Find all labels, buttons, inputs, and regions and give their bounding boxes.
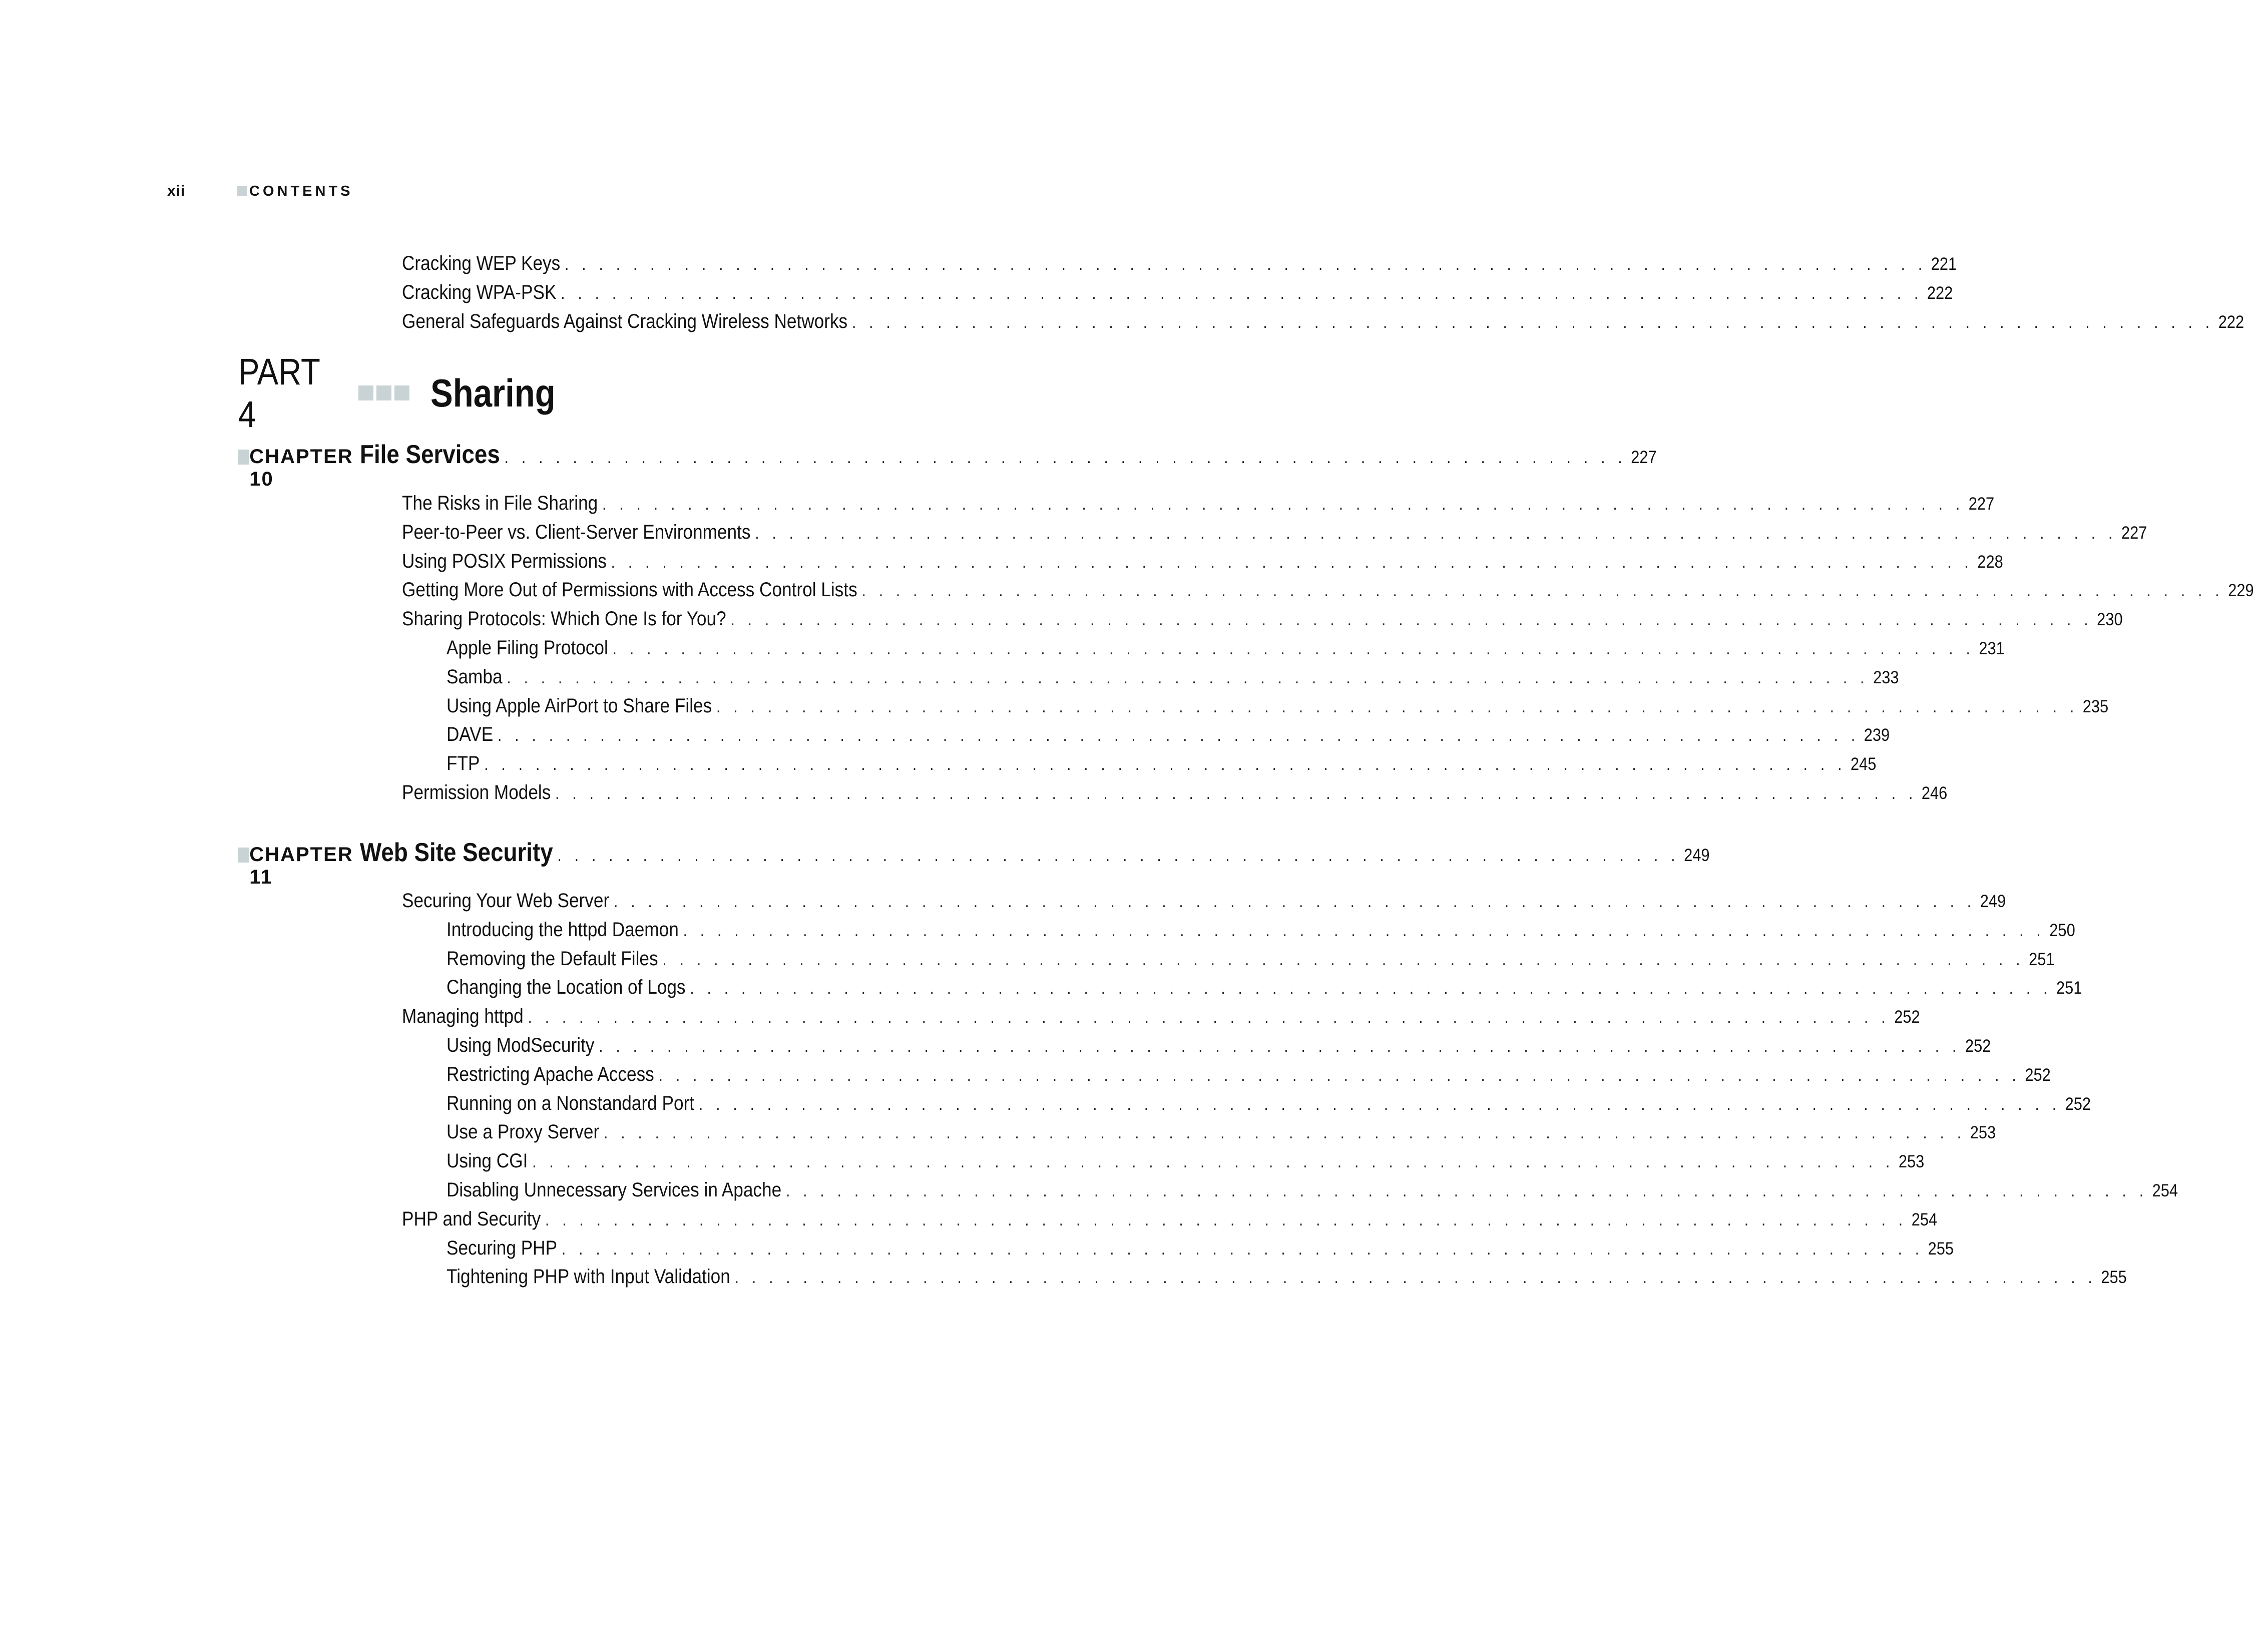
dot-leader: . . . . . . . . . . . . . . . . . . . . . . . . . . . . . . . . . . . . . . . . . . . . . . . . . . . . . . . . . . . . . . . . . . . . . . . . . . . . . . . .	[603, 1123, 1966, 1142]
dot-leader: . . . . . . . . . . . . . . . . . . . . . . . . . . . . . . . . . . . . . . . . . . . . . . . . . . . . . . . . . . . . . . . . . . . . . . . . . . . . . . . .	[658, 1066, 2021, 1085]
toc-entry-label: Cracking WEP Keys	[402, 252, 561, 274]
toc-entry-label: Tightening PHP with Input Validation	[446, 1266, 730, 1288]
toc-entry-label: Sharing Protocols: Which One Is for You?	[402, 608, 726, 630]
toc-entry[interactable]	[446, 1089, 2091, 1118]
chapter-label: CHAPTER 10	[249, 446, 353, 490]
dot-leader: . . . . . . . . . . . . . . . . . . . . . . . . . . . . . . . . . . . . . . . . . . . . . . . . . . . . . . . . . . . . . . . . . . . . . . . . . . . . . . . .	[662, 950, 2025, 969]
toc-entry-label: The Risks in File Sharing	[402, 492, 598, 514]
dot-leader: . . . . . . . . . . . . . . . . . . . . . . . . . . . . . . . . . . . . . . . . . . . . . . . . . . . . . . . . . . . . . . . . . . . . . . . . . . . . . . . .	[602, 495, 1964, 514]
toc-entry-page: 253	[1970, 1123, 1996, 1142]
dot-leader: . . . . . . . . . . . . . . . . . . . . . . . . . . . . . . . . . . . . . . . . . . . . . . . . . . . . . . . . . . . . . . . . . . . . . . . . . . . . . . . .	[698, 1095, 2061, 1114]
dot-leader: . . . . . . . . . . . . . . . . . . . . . . . . . . . . . . . . . . . . . . . . . . . . . . . . . . . . . . . . . . . . . . . . . . . . . . . . . . . . . . . .	[851, 313, 2214, 332]
dot-leader: . . . . . . . . . . . . . . . . . . . . . . . . . . . . . . . . . . . . . . . . . . . . . . . . . . . . . . . . . . . . . . . . . .	[504, 448, 1627, 467]
dot-leader: . . . . . . . . . . . . . . . . . . . . . . . . . . . . . . . . . . . . . . . . . . . . . . . . . . . . . . . . . . . . . . . . . . . . . . . . . . . . . . . .	[755, 524, 2117, 543]
running-head	[167, 181, 353, 201]
toc-entry-page: 246	[1921, 783, 1948, 803]
toc-entry-page: 253	[1898, 1152, 1925, 1171]
toc-entry-label: Getting More Out of Permissions with Access Control Lists	[402, 579, 857, 601]
square-bullet-icon	[238, 450, 249, 465]
dot-leader: . . . . . . . . . . . . . . . . . . . . . . . . . . . . . . . . . . . . . . . . . . . . . . . . . . . . . . . . . . . . . . . . . . . . . . . . . . . . . . . .	[683, 921, 2045, 940]
toc-entry[interactable]	[402, 489, 1995, 518]
toc-entry-page: 255	[2101, 1268, 2127, 1287]
toc-entry-label: Cracking WPA-PSK	[402, 281, 557, 303]
toc-entry[interactable]	[446, 1262, 2127, 1291]
toc-entry[interactable]	[446, 1060, 2051, 1089]
toc-entry-label: DAVE	[446, 723, 494, 745]
toc-entry[interactable]	[402, 307, 2244, 336]
toc-entry-page: 228	[1977, 552, 2003, 572]
chapter-heading[interactable]	[238, 440, 1657, 490]
toc-entry[interactable]	[446, 1175, 2178, 1204]
toc-entry-page: 222	[1927, 283, 1953, 303]
toc-entry[interactable]	[402, 249, 1957, 278]
toc-entry[interactable]	[446, 973, 2082, 1002]
toc-entry-page: 221	[1931, 254, 1957, 274]
toc-entry-page: 239	[1864, 725, 1890, 745]
toc-entry-page: 251	[2056, 978, 2082, 998]
dot-leader: . . . . . . . . . . . . . . . . . . . . . . . . . . . . . . . . . . . . . . . . . . . . . . . . . . . . . . . . . . . . . . . . . . . . . . . . . . . . . . . .	[565, 255, 1927, 274]
dot-leader: . . . . . . . . . . . . . . . . . . . . . . . . . . . . . . . . . . . . . . . . . . . . . . . . . . . . . . . . . . . . . . . . . . . . . . . . . . . . . . . .	[484, 755, 1847, 774]
dot-leader: . . . . . . . . . . . . . . . . . . . . . . . . . . . . . . . . . . . . . . . . . . . . . . . . . . . . . . . . . . . . . . . . . . . . . . . . . . . . . . . .	[498, 726, 1860, 745]
toc-entry-label: Apple Filing Protocol	[446, 637, 608, 659]
running-head-title: CONTENTS	[249, 183, 353, 199]
toc-entry-page: 252	[1965, 1036, 1991, 1056]
toc-entry[interactable]	[446, 691, 2109, 720]
toc-entry-page: 250	[2049, 921, 2075, 940]
toc-entry-page: 245	[1851, 754, 1877, 774]
square-bullet-icon	[237, 186, 247, 196]
toc-entry[interactable]	[446, 633, 2005, 662]
part-label: PART 4	[238, 351, 320, 435]
chapter-page: 249	[1684, 846, 1710, 865]
toc-entry-page: 254	[1911, 1210, 1938, 1229]
dot-leader: . . . . . . . . . . . . . . . . . . . . . . . . . . . . . . . . . . . . . . . . . . . . . . . . . . . . . . . . . . . . . . . . . . . . . . . . . . . . . . . .	[555, 784, 1918, 803]
toc-entry-label: Securing Your Web Server	[402, 890, 610, 912]
toc-entry-label: Changing the Location of Logs	[446, 976, 686, 998]
toc-entry-page: 254	[2152, 1181, 2178, 1200]
dot-leader: . . . . . . . . . . . . . . . . . . . . . . . . . . . . . . . . . . . . . . . . . . . . . . . . . . . . . . . . . . . . . . . . . . . . . . . . . . . . . . . .	[690, 979, 2052, 998]
toc-entry-label: Using Apple AirPort to Share Files	[446, 695, 712, 717]
toc-entry[interactable]	[402, 1204, 1938, 1233]
toc-entry-page: 231	[1979, 639, 2005, 658]
chapter-heading[interactable]	[238, 838, 1710, 888]
part-title: Sharing	[430, 370, 556, 415]
toc-entry[interactable]	[402, 518, 2147, 547]
dot-leader: . . . . . . . . . . . . . . . . . . . . . . . . . . . . . . . . . . . . . . . . . . . . . . . . . . . . . . . . . . . . . . . . . . . . . . . . . . . . . . . .	[861, 581, 2224, 600]
toc-entry[interactable]	[402, 604, 2123, 633]
toc-entry[interactable]	[402, 886, 2006, 915]
toc-entry-label: General Safeguards Against Cracking Wireless Networks	[402, 310, 848, 332]
toc-entry-label: Using ModSecurity	[446, 1034, 595, 1056]
toc-entry-label: Removing the Default Files	[446, 948, 658, 970]
toc-entry-label: Securing PHP	[446, 1237, 558, 1259]
toc-entry-page: 252	[2025, 1065, 2051, 1085]
toc-entry-page: 227	[2121, 523, 2147, 543]
chapter-page: 227	[1631, 448, 1657, 467]
toc-entry-page: 251	[2029, 950, 2055, 969]
toc-entry-page: 233	[1873, 668, 1899, 687]
toc-entry[interactable]	[402, 778, 1948, 807]
dot-leader: . . . . . . . . . . . . . . . . . . . . . . . . . . . . . . . . . . . . . . . . . . . . . . . . . . . . . . . . . . . . . . . . . . . . . . . . . . . . . . . .	[734, 1268, 2097, 1287]
toc-entry[interactable]	[402, 278, 1953, 307]
toc-entry-label: Running on a Nonstandard Port	[446, 1092, 695, 1114]
toc-entry-page: 249	[1980, 892, 2006, 911]
dot-leader: . . . . . . . . . . . . . . . . . . . . . . . . . . . . . . . . . . . . . . . . . . . . . . . . . . . . . . . . . . . . . . . . . . . . . . . . . . . . . . . .	[599, 1037, 1961, 1056]
toc-entry-label: Samba	[446, 666, 503, 688]
toc-entry[interactable]	[402, 575, 2254, 604]
toc-entry[interactable]	[446, 1146, 1925, 1175]
toc-entry[interactable]	[402, 1002, 1920, 1031]
toc-entry-page: 252	[1894, 1007, 1920, 1027]
toc-entry-page: 255	[1928, 1239, 1954, 1259]
toc-entry[interactable]	[402, 547, 2003, 576]
toc-entry-label: Restricting Apache Access	[446, 1063, 654, 1085]
toc-entry-label: Permission Models	[402, 781, 551, 803]
chapter-title: File Services	[360, 440, 500, 469]
dot-leader: . . . . . . . . . . . . . . . . . . . . . . . . . . . . . . . . . . . . . . . . . . . . . . . . . . . . . . . . . . . . . . . . . . . . . . . . . . . . . . . .	[716, 697, 2078, 716]
toc-entry-label: Introducing the httpd Daemon	[446, 919, 679, 941]
toc-entry-label: Using POSIX Permissions	[402, 550, 607, 572]
toc-entry-label: Use a Proxy Server	[446, 1121, 600, 1143]
dot-leader: . . . . . . . . . . . . . . . . . . . . . . . . . . . . . . . . . . . . . . . . . . . . . . . . . . . . . . . . . . . . . . . . . . . . . . . . . . . . . . . .	[612, 639, 1975, 658]
dot-leader: . . . . . . . . . . . . . . . . . . . . . . . . . . . . . . . . . . . . . . . . . . . . . . . . . . . . . . . . . . . . . . . . . . . . . . . . . . . . . . . .	[507, 668, 1869, 687]
toc-entry[interactable]	[446, 944, 2055, 973]
toc-entry-page: 252	[2065, 1094, 2091, 1114]
square-bullet-icon	[238, 848, 249, 863]
dot-leader: . . . . . . . . . . . . . . . . . . . . . . . . . . . . . . . . . . . . . . . . . . . . . . . . . . . . . . . . . . . . . . . . . . . . . . . . . . . . . . . .	[532, 1152, 1895, 1171]
dot-leader: . . . . . . . . . . . . . . . . . . . . . . . . . . . . . . . . . . . . . . . . . . . . . . . . . . . . . . . . . . . . . . . . . . . . . . . . . . . . . . . .	[730, 610, 2093, 629]
dot-leader: . . . . . . . . . . . . . . . . . . . . . . . . . . . . . . . . . . . . . . . . . . . . . . . . . . . . . . . . . . . . . . . . . . . . . . . . . . . . . . . .	[545, 1210, 1907, 1229]
toc-entry-label: Disabling Unnecessary Services in Apache	[446, 1179, 782, 1201]
dot-leader: . . . . . . . . . . . . . . . . . . . . . . . . . . . . . . . . . . . . . . . . . . . . . . . . . . . . . . . . . . . . . . . . . . . . . . . . . . . . . . . .	[528, 1008, 1890, 1027]
part-squares-icon	[358, 385, 409, 400]
toc-entry[interactable]	[446, 1117, 1996, 1146]
toc-entry-page: 235	[2082, 697, 2109, 716]
toc-entry-label: Peer-to-Peer vs. Client-Server Environments	[402, 521, 751, 543]
toc-entry-page: 222	[2218, 312, 2244, 332]
dot-leader: . . . . . . . . . . . . . . . . . . . . . . . . . . . . . . . . . . . . . . . . . . . . . . . . . . . . . . . . . . . . . . . . . . . . . . . . . . . . . . . .	[561, 284, 1923, 303]
dot-leader: . . . . . . . . . . . . . . . . . . . . . . . . . . . . . . . . . . . . . . . . . . . . . . . . . . . . . . . . . . . . . . . . . . . . . . . . . . . . . . . .	[561, 1240, 1924, 1259]
toc-entry-label: FTP	[446, 752, 480, 774]
dot-leader: . . . . . . . . . . . . . . . . . . . . . . . . . . . . . . . . . . . . . . . . . . . . . . . . . . . . . . . . . . . . . . . . . . . . . . . . . . . . . . . .	[613, 892, 1976, 911]
toc-entry-page: 230	[2097, 610, 2123, 629]
part-heading	[238, 351, 576, 435]
dot-leader: . . . . . . . . . . . . . . . . . . . . . . . . . . . . . . . . . . . . . . . . . . . . . . . . . . . . . . . . . . . . . . . . . .	[557, 846, 1680, 865]
page-folio: xii	[167, 183, 186, 199]
toc-entry[interactable]	[446, 1031, 1991, 1060]
toc-entry-label: Using CGI	[446, 1150, 528, 1172]
toc-entry[interactable]	[446, 720, 1890, 749]
toc-entry[interactable]	[446, 915, 2075, 944]
toc-entry[interactable]	[446, 662, 1899, 691]
toc-entry-label: Managing httpd	[402, 1005, 524, 1027]
toc-entry[interactable]	[446, 1233, 1954, 1263]
toc-entry-page: 227	[1968, 494, 1995, 514]
toc-entry[interactable]	[446, 749, 1877, 778]
dot-leader: . . . . . . . . . . . . . . . . . . . . . . . . . . . . . . . . . . . . . . . . . . . . . . . . . . . . . . . . . . . . . . . . . . . . . . . . . . . . . . . .	[785, 1181, 2148, 1200]
toc-entry-page: 229	[2228, 581, 2254, 600]
chapter-label: CHAPTER 11	[249, 844, 353, 888]
chapter-title: Web Site Security	[360, 838, 553, 867]
toc-entry-label: PHP and Security	[402, 1208, 541, 1230]
dot-leader: . . . . . . . . . . . . . . . . . . . . . . . . . . . . . . . . . . . . . . . . . . . . . . . . . . . . . . . . . . . . . . . . . . . . . . . . . . . . . . . .	[611, 553, 1973, 572]
